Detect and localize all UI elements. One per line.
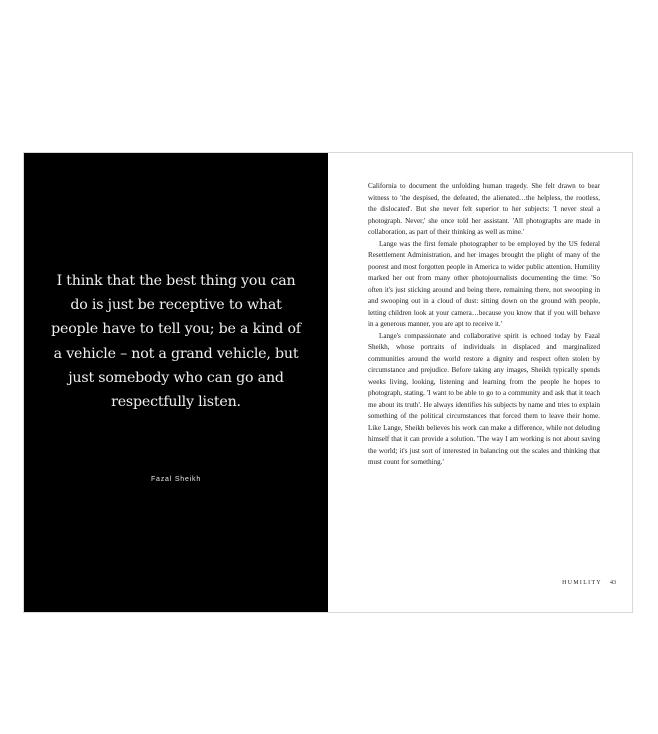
right-page — [328, 153, 632, 612]
paragraph: Lange's compassionate and collaborative spirit is echoed today by Fazal Sheikh, whose portraits of individuals in displaced and marginalized communities around the world restore a dignity and respect often stolen by circumstance and prejudice. Before taking any images, Sheikh typically spends weeks living, looking, listening and learning from the people he hopes to photograph, stating, 'I want to be able to go to a community and ask that it teach me about its truth'. He always identifies his subjects by name and tries to explain something of the political circumstances that forced them to leave their home. Like Lange, Sheikh believes his work can make a difference, while not deluding himself that it can provide a solution. 'The way I am working is not about saving the world; it's just sort of interested in balancing out the scales and thinking that must count for something.' — [368, 331, 600, 466]
running-footer — [562, 580, 616, 586]
paragraph: Lange was the first female photographer to be employed by the US federal Resettlement Administration, and her images brought the plight of many of the poorest and most forgotten people in America to wider public attention. Humility marked her out from many other photojournalists documenting the time: 'So often it's just sticking around and being there, remaining there, not swooping in and swooping out in a cloud of dust: sitting down on the ground with people, letting children look at your camera…because you know that if you will behave in a generous manner, you are apt to receive it.' — [368, 239, 600, 328]
quote-attribution: Fazal Sheikh — [150, 476, 202, 483]
paragraph: California to document the unfolding human tragedy. She felt drawn to bear witness to 'the despised, the defeated, the alienated…the helpless, the rootless, the dislocated'. But she never felt superior to her subjects: 'I never steal a photograph. Never,' she once told her assistant. 'All photographs are made in collaboration, as part of their thinking as well as mine.' — [368, 182, 600, 236]
book-spread — [24, 153, 632, 612]
section-name: HUMILITY — [562, 580, 602, 586]
pull-quote: I think that the best thing you can do is just be receptive to what people have to tell you; be a kind of a vehicle – not a grand vehicle, but just somebody who can go and respectfully listen. — [51, 273, 301, 411]
body-text — [368, 181, 600, 469]
page-number: 43 — [610, 580, 616, 586]
left-page — [24, 153, 328, 612]
